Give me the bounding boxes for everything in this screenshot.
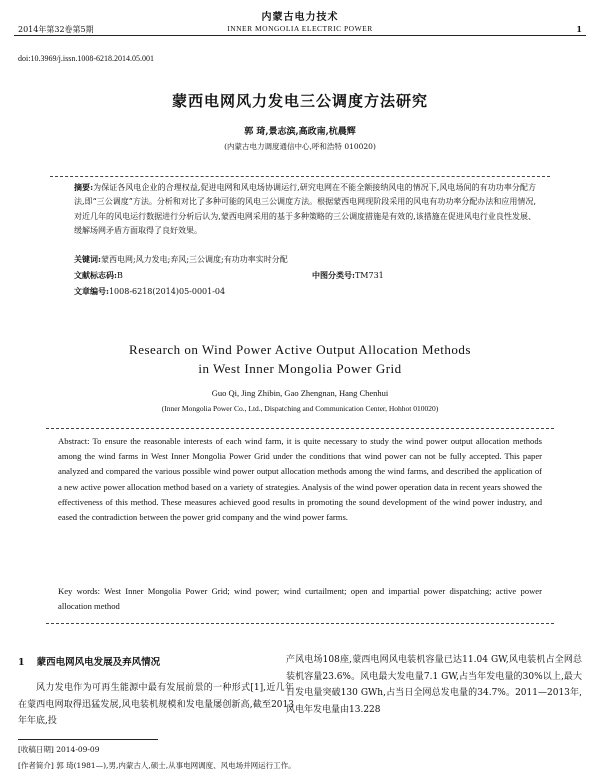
abstract-cn-label: 摘要: (74, 182, 94, 192)
keywords-cn (74, 254, 536, 265)
doi: doi:10.3969/j.issn.1008-6218.2014.05.001 (18, 54, 155, 63)
article-number (74, 286, 225, 297)
author-bio: [作者简介] 郭 琦(1981—),男,内蒙古人,硕士,从事电网调度、风电场并网运行工作。 (18, 761, 296, 770)
document-code (74, 270, 123, 281)
article-title-cn: 蒙西电网风力发电三公调度方法研究 (171, 92, 428, 110)
issue-info: 2014年第32卷第5期 (18, 25, 94, 34)
clc-value: TM731 (354, 271, 384, 280)
section-title: 蒙西电网风电发展及弃风情况 (36, 657, 161, 668)
journal-title-cn: 内蒙古电力技术 (261, 12, 339, 23)
affiliation-en: (Inner Mongolia Power Co., Ltd., Dispatching and Communication Center, Hohhot 010020) (161, 404, 439, 413)
keywords-en: Key words: West Inner Mongolia Power Grid; wind power; wind curtailment; open and impartial power dispatching; active power allocation method (58, 586, 542, 612)
body-text-left-column: 风力发电作为可再生能源中最有发展前景的一种形式[1],近几年在蒙西电网取得迅猛发展,风电装机规模和发电量屡创新高,截至2013年年底,投 (18, 683, 294, 726)
article-title-en-line2: in West Inner Mongolia Power Grid (198, 361, 402, 376)
article-number-value: 1008-6218(2014)05-0001-04 (108, 287, 226, 296)
keywords-cn-label: 关键词: (74, 254, 101, 264)
document-code-label: 文献标志码: (74, 270, 117, 280)
article-title-en (0, 340, 600, 378)
footnote-rule (18, 739, 158, 740)
section-heading (18, 654, 160, 668)
journal-title-en: INNER MONGOLIA ELECTRIC POWER (227, 24, 373, 33)
header-rule (14, 35, 586, 36)
affiliation-cn: (内蒙古电力调度通信中心,呼和浩特 010020) (224, 142, 376, 151)
abstract-en: Abstract: To ensure the reasonable interests of each wind farm, it is quite necessary to study the wind power output allocation methods among the wind farms in West Inner Mongolia Power Grid under the conditions that wind power can not be fully accepted. This paper analyzed and compared the various possible wind power output allocation methods among the wind farms, and described the application of a new active power allocation method based on a variety of strategies. Analysis of the wind power operation data in recent years showed the effectiveness of this method. These measures achieved good results in promoting the sound development of the wind power industry, and eased the contradiction between the power grid company and the wind power farms. (58, 436, 542, 523)
abstract-cn (74, 180, 536, 238)
document-code-value: B (116, 271, 123, 280)
article-number-label: 文章编号: (74, 286, 109, 296)
section-number: 1 (18, 657, 25, 668)
keywords-cn-text: 蒙西电网;风力发电;弃风;三公调度;有功功率实时分配 (100, 255, 288, 264)
authors-en: Guo Qi, Jing Zhibin, Gao Zhengnan, Hang Chenhui (211, 388, 389, 398)
abstract-cn-text: 为保证各风电企业的合理权益,促进电网和风电场协调运行,研究电网在不能全额接纳风电的情况下,风电场间的有功功率分配方法,即“三公调度”方法。分析和对比了多种可能的风电三公调度方法。根据蒙西电网现阶段采用的风电有功功率分配办法和应用情况,对近几年的风电运行数据进行分析后认为,蒙西电网采用的基于多种策略的三公调度措施是有效的,该措施在促进风电行业良性发展、缓解场网矛盾方面取得了良好效果。 (74, 183, 537, 235)
clc-number (312, 270, 384, 281)
page-number: 1 (576, 24, 582, 34)
authors-cn: 郭 琦,景志滨,高政南,杭晨辉 (244, 127, 356, 137)
clc-label: 中图分类号: (312, 270, 355, 280)
body-text-right-column: 产风电场108座,蒙西电网风电装机容量已达11.04 GW,风电装机占全网总装机容量23.6%。风电最大发电量7.1 GW,占当年发电量的30%以上,最大日发电量突破130 GWh,占当日全网总发电量的34.7%。2011—2013年,风电年发电量由13.228 (286, 655, 582, 715)
received-date: [收稿日期] 2014-09-09 (18, 745, 100, 754)
article-title-en-line1: Research on Wind Power Active Output Allocation Methods (129, 342, 471, 357)
